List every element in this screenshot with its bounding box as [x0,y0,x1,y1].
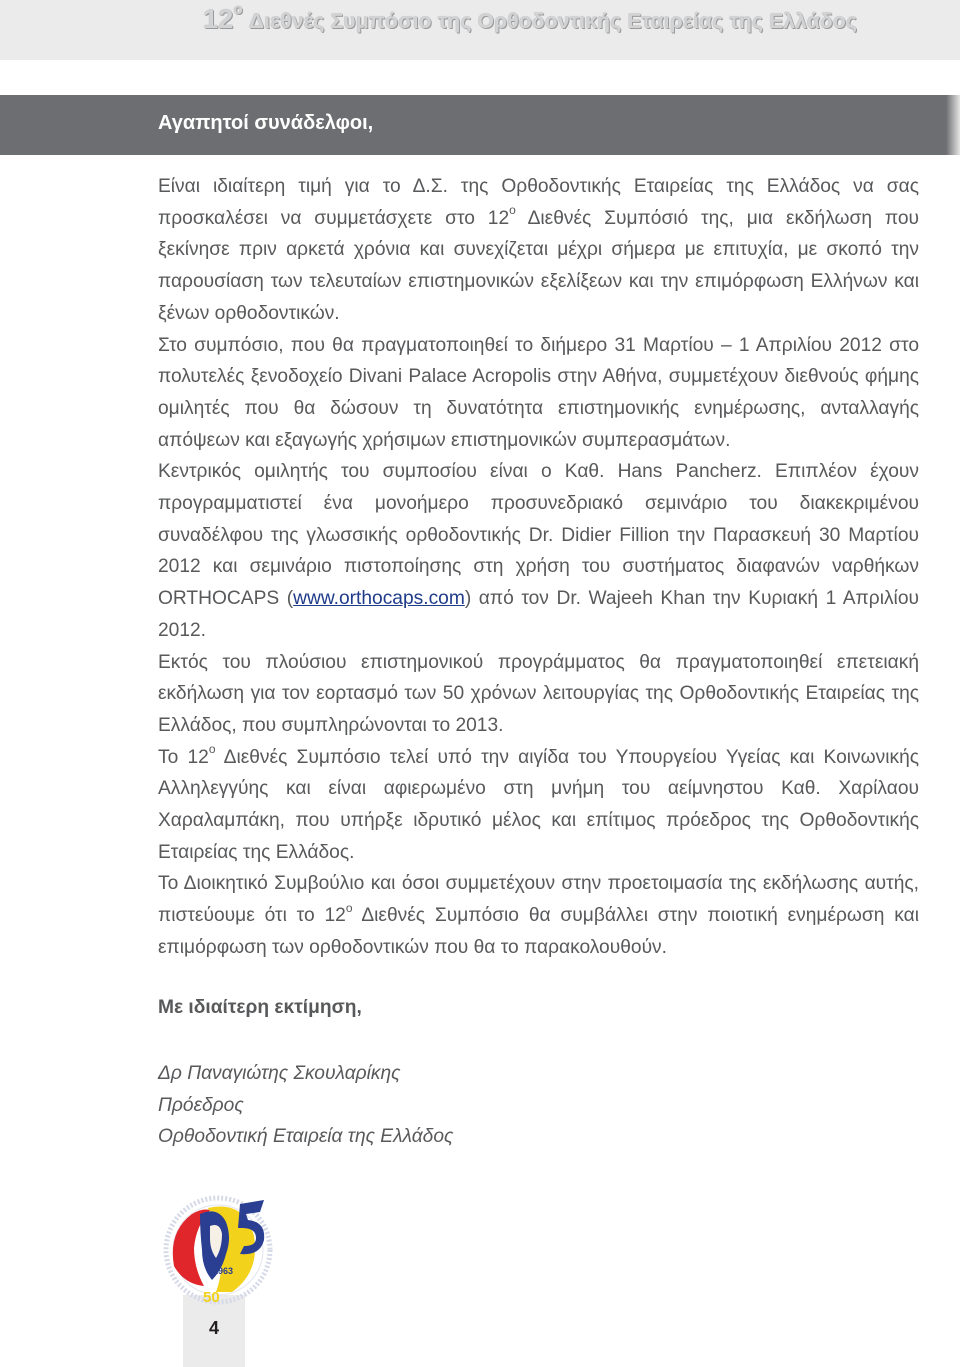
society-50-years-logo [160,1192,284,1310]
signature-block [158,1058,453,1153]
logo-year: 1963 [213,1266,234,1276]
greeting-band [0,95,960,155]
header-title [203,1,858,35]
greeting: Αγαπητοί συνάδελφοι, [158,112,374,134]
header-superscript: ο [233,1,243,18]
paragraph-2: Στο συμπόσιο, που θα πραγματοποιηθεί το διήμερο 31 Μαρτίου – 1 Απριλίου 2012 στο πολυτελές ξενοδοχείο Divani Palace Acropolis στην Αθήνα, συμμετέχουν διεθνούς φήμης ομιλητές που θα δώσουν τη δυνατότητα επιστημονικής ενημέρωσης, ανταλλαγής απόψεων και εξαγωγής χρήσιμων επιστημονικών συμπερασμάτων. [158,334,919,451]
signatory-role: Πρόεδρος [158,1094,244,1116]
letter-body [158,171,919,964]
signatory-name: Δρ Παναγιώτης Σκουλαρίκης [158,1063,401,1084]
page-number: 4 [208,1318,219,1338]
paragraph-6: Το Διοικητικό Συμβούλιο και όσοι συμμετέχουν στην προετοιμασία της εκδήλωσης αυτής, πιστεύουμε ότι το $12^o$ Διεθνές Συμπόσιο θα συμβάλλει στην ποιοτική ενημέρωση και επιμόρφωση των ορθοδοντικών που θα το παρακολουθούν. [158,873,919,958]
closing: Με ιδιαίτερη εκτίμηση, [158,997,362,1018]
signatory-organization: Ορθοδοντική Εταιρεία της Ελλάδος [158,1126,454,1148]
orthocaps-link[interactable]: www.orthocaps.com [293,588,465,610]
band-edge [946,95,960,155]
paragraph-5: Το $12^o$ Διεθνές Συμπόσιο τελεί υπό την αιγίδα του Υπουργείου Υγείας και Κοινωνικής Αλληλεγγύης και είναι αφιερωμένο στη μνήμη του αείμνηστου Καθ. Χαρίλαου Χαραλαμπάκη, που υπήρξε ιδρυτικό μέλος και επίτιμος πρόεδρος της Ορθοδοντικής Εταιρείας της Ελλάδος. [158,742,919,863]
paragraph-1: Είναι ιδιαίτερη τιμή για το Δ.Σ. της Ορθοδοντικής Εταιρείας της Ελλάδος να σας προσκαλέσει να συμμετάσχετε στο $12^o$ Διεθνές Συμπόσιό της, μια εκδήλωση που ξεκίνησε πριν αρκετά χρόνια και συνεχίζεται μέχρι σήμερα με επιτυχία, με σκοπό την παρουσίαση των τελευταίων επιστημονικών εξελίξεων και την επιμόρφωση Ελλήνων και ξένων ορθοδοντικών. [158,176,919,324]
paragraph-3: Κεντρικός ομιλητής του συμποσίου είναι ο Καθ. Hans Pancherz. Επιπλέον έχουν προγραμματιστεί ένα μονοήμερο προσυνεδριακό σεμινάριο του διακεκριμένου συναδέλφου της γλωσσικής ορθοδοντικής Dr. Didier Fillion την Παρασκευή 30 Μαρτίου 2012 και σεμινάριο πιστοποίησης στη χρήση του συστήματος διαφανών ναρθήκων ORTHOCAPS (www.orthocaps.com) από τον Dr. Wajeeh Khan την Κυριακή 1 Απριλίου 2012. [158,461,919,641]
header-number: 12 [203,4,234,34]
header-title-text: Διεθνές Συμπόσιο της Ορθοδοντικής Εταιρείας της Ελλάδος [248,10,858,33]
paragraph-4: Εκτός του πλούσιου επιστημονικού προγράμματος θα πραγματοποιηθεί επετειακή εκδήλωση για τον εορτασμό των 50 χρόνων λειτουργίας της Ορθοδοντικής Εταιρείας της Ελλάδος, που συμπληρώνονται το 2013. [158,651,919,736]
logo-fifty: 50 [203,1289,220,1306]
